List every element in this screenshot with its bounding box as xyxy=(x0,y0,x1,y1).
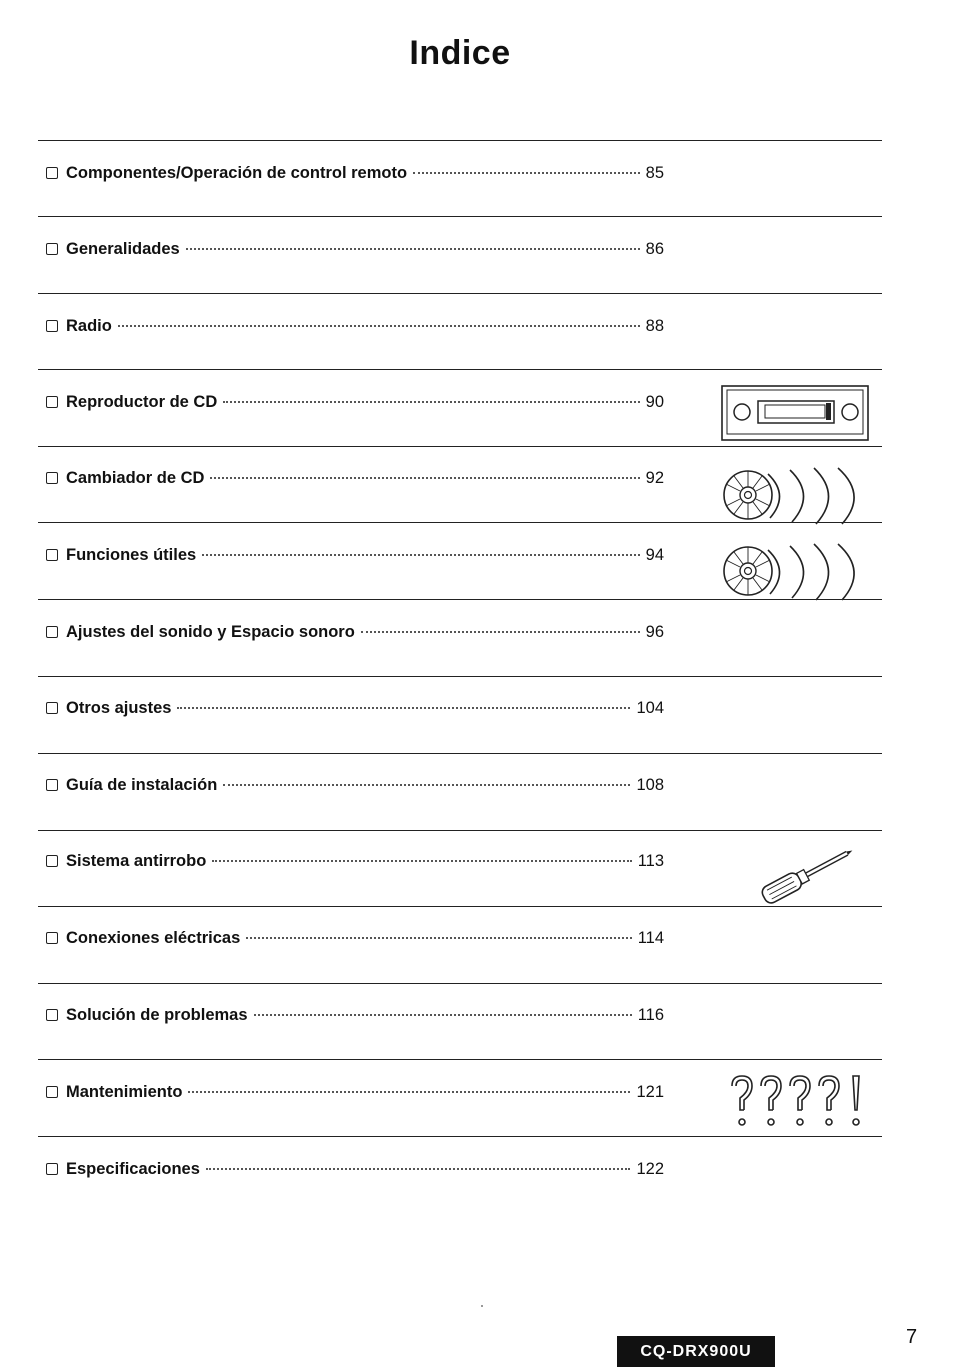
screwdriver-icon xyxy=(752,838,860,910)
toc-entry-page: 86 xyxy=(645,240,664,258)
dot-leader xyxy=(212,860,631,862)
divider xyxy=(38,753,882,754)
toc-entry-page: 104 xyxy=(636,699,664,717)
toc-entry-label: Generalidades xyxy=(66,240,180,258)
toc-entry-label: Guía de instalación xyxy=(66,776,218,794)
divider xyxy=(38,1136,882,1137)
dot-leader xyxy=(118,325,640,327)
toc-entry-label: Conexiones eléctricas xyxy=(66,929,241,947)
toc-entry[interactable] xyxy=(46,852,664,874)
toc-entry-label: Otros ajustes xyxy=(66,699,172,717)
toc-entry[interactable] xyxy=(46,393,664,415)
dot-leader xyxy=(177,707,630,709)
checkbox-icon xyxy=(46,1163,58,1175)
toc-entry-label: Radio xyxy=(66,317,112,335)
toc-entry-page: 121 xyxy=(636,1083,664,1101)
divider xyxy=(38,446,882,447)
checkbox-icon xyxy=(46,320,58,332)
toc-entry[interactable] xyxy=(46,929,664,951)
cd-changer-icon xyxy=(718,462,874,528)
checkbox-icon xyxy=(46,1086,58,1098)
printer-mark xyxy=(481,1305,483,1307)
divider xyxy=(38,1059,882,1060)
toc-entry-page: 114 xyxy=(637,929,664,947)
toc-entry-page: 122 xyxy=(636,1160,664,1178)
dot-leader xyxy=(186,248,640,250)
toc-entry-label: Cambiador de CD xyxy=(66,469,205,487)
toc-entry-label: Funciones útiles xyxy=(66,546,197,564)
toc-entry[interactable] xyxy=(46,469,664,491)
toc-entry-page: 108 xyxy=(636,776,664,794)
divider xyxy=(38,983,882,984)
checkbox-icon xyxy=(46,626,58,638)
dot-leader xyxy=(202,554,639,556)
checkbox-icon xyxy=(46,243,58,255)
dot-leader xyxy=(246,937,631,939)
toc-entry[interactable] xyxy=(46,317,664,339)
dot-leader xyxy=(223,784,630,786)
checkbox-icon xyxy=(46,1009,58,1021)
toc-entry-page: 116 xyxy=(637,1006,664,1024)
page-number: 7 xyxy=(906,1326,918,1348)
toc-entry[interactable] xyxy=(46,546,664,568)
toc-entry-page: 96 xyxy=(645,623,664,641)
toc-entry-page: 92 xyxy=(645,469,664,487)
model-badge: CQ-DRX900U xyxy=(617,1336,775,1367)
page-title: Indice xyxy=(409,34,511,72)
toc-entry[interactable] xyxy=(46,1160,664,1182)
checkbox-icon xyxy=(46,549,58,561)
checkbox-icon xyxy=(46,779,58,791)
checkbox-icon xyxy=(46,932,58,944)
dot-leader xyxy=(361,631,640,633)
dot-leader xyxy=(254,1014,632,1016)
toc-entry[interactable] xyxy=(46,699,664,721)
toc-entry-page: 85 xyxy=(645,164,664,182)
checkbox-icon xyxy=(46,702,58,714)
checkbox-icon xyxy=(46,396,58,408)
toc-entry[interactable] xyxy=(46,1006,664,1028)
toc-entry[interactable] xyxy=(46,776,664,798)
toc-entry-page: 113 xyxy=(637,852,664,870)
dot-leader xyxy=(206,1168,631,1170)
dot-leader xyxy=(210,477,639,479)
checkbox-icon xyxy=(46,855,58,867)
divider xyxy=(38,369,882,370)
divider xyxy=(38,676,882,677)
cd-changer-icon xyxy=(718,538,874,604)
toc-entry-page: 90 xyxy=(645,393,664,411)
divider xyxy=(38,216,882,217)
checkbox-icon xyxy=(46,167,58,179)
toc-entry-label: Sistema antirrobo xyxy=(66,852,207,870)
toc-entry-label: Reproductor de CD xyxy=(66,393,218,411)
toc-entry[interactable] xyxy=(46,164,664,186)
toc-entry-label: Componentes/Operación de control remoto xyxy=(66,164,408,182)
question-marks-icon xyxy=(726,1072,872,1130)
toc-entry[interactable] xyxy=(46,240,664,262)
divider xyxy=(38,293,882,294)
cd-player-icon xyxy=(720,384,870,442)
divider xyxy=(38,830,882,831)
toc-entry-page: 88 xyxy=(645,317,664,335)
toc-entry[interactable] xyxy=(46,1083,664,1105)
dot-leader xyxy=(223,401,639,403)
toc-entry-label: Ajustes del sonido y Espacio sonoro xyxy=(66,623,355,641)
toc-entry-label: Especificaciones xyxy=(66,1160,200,1178)
dot-leader xyxy=(188,1091,630,1093)
checkbox-icon xyxy=(46,472,58,484)
toc-entry[interactable] xyxy=(46,623,664,645)
toc-entry-label: Solución de problemas xyxy=(66,1006,248,1024)
divider xyxy=(38,140,882,141)
toc-entry-label: Mantenimiento xyxy=(66,1083,183,1101)
dot-leader xyxy=(413,172,640,174)
toc-entry-page: 94 xyxy=(645,546,664,564)
